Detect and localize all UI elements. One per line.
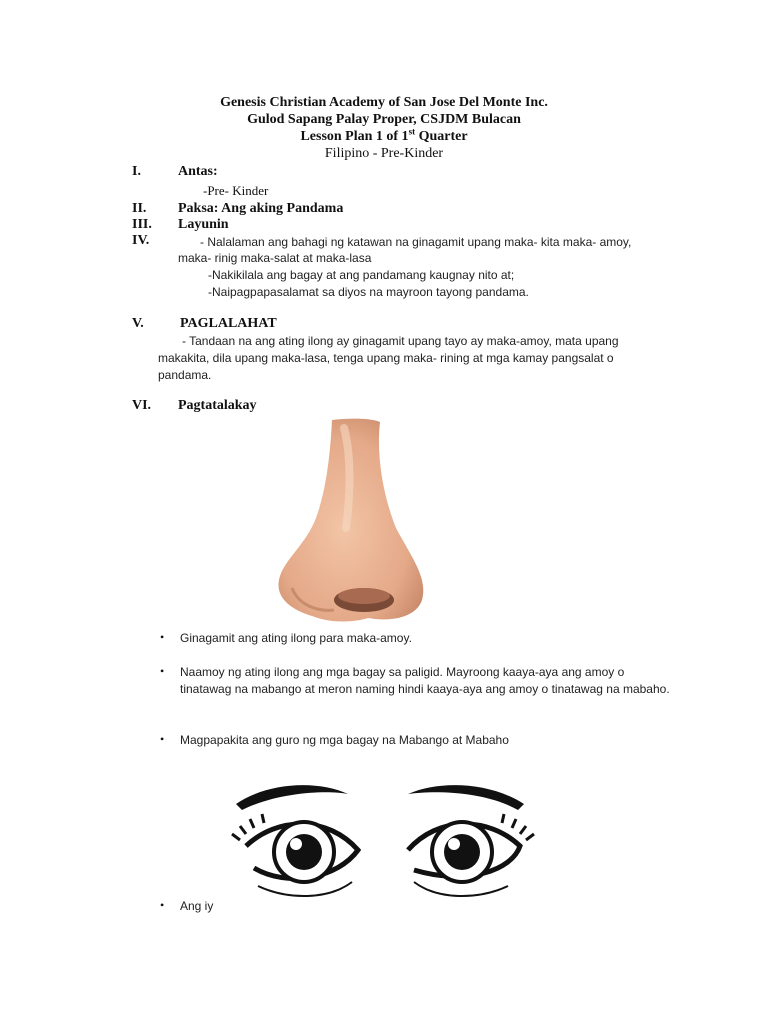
lesson-plan-title: Lesson Plan 1 of 1st Quarter	[300, 126, 468, 144]
section-4-line-4: -Naipagpapasalamat sa diyos na mayroon tayong pandama.	[208, 285, 529, 299]
section-5-line-2: makakita, dila upang maka-lasa, tenga upang maka- rining at mga kamay pangsalat o	[158, 351, 614, 365]
section-6-number: VI.	[132, 398, 152, 413]
section-3-number: III.	[132, 217, 152, 232]
section-3-title: Layunin	[178, 217, 229, 232]
section-6-title: Pagtatalakay	[178, 398, 257, 413]
section-1-title: Antas:	[178, 164, 218, 179]
bullet-text: Naamoy ng ating ilong ang mga bagay sa paligid. Mayroong kaaya-aya ang amoy o tinatawag na mabango at meron naming hindi kaaya-aya ang amoy o tinatawag na mabaho.	[180, 665, 670, 696]
section-5-title: PAGLALAHAT	[180, 316, 277, 331]
section-5-line-3: pandama.	[158, 368, 212, 382]
subject-line: Filipino - Pre-Kinder	[324, 146, 444, 161]
section-4-line-2: maka- rinig maka-salat at maka-lasa	[178, 251, 372, 265]
section-2-title: Paksa: Ang aking Pandama	[178, 201, 344, 216]
bullet-glyph: •	[160, 664, 165, 678]
section-4-number: IV.	[132, 233, 150, 248]
section-4-line-1: - Nalalaman ang bahagi ng katawan na ginagamit upang maka- kita maka- amoy,	[200, 235, 632, 249]
bullet-glyph: •	[160, 732, 165, 746]
section-1-body: -Pre- Kinder	[203, 183, 269, 198]
bullet-text: Ang iy	[180, 899, 214, 913]
section-5-number: V.	[132, 316, 144, 331]
school-name: Genesis Christian Academy of San Jose Del Monte Inc.	[220, 95, 548, 110]
bullet-text: Magpapakita ang guro ng mga bagay na Mabango at Mabaho	[180, 733, 509, 747]
nose-illustration	[272, 418, 432, 624]
bullet-glyph: •	[160, 630, 165, 644]
section-2-number: II.	[132, 201, 147, 216]
document-header	[0, 94, 768, 162]
section-1-number: I.	[132, 164, 141, 179]
bullet-text: Ginagamit ang ating ilong para maka-amoy.	[180, 631, 412, 645]
section-5-line-1: - Tandaan na ang ating ilong ay ginagamit upang tayo ay maka-amoy, mata upang	[182, 334, 619, 348]
bullet-glyph: •	[160, 898, 165, 912]
school-address: Gulod Sapang Palay Proper, CSJDM Bulacan	[247, 112, 521, 127]
section-4-line-3: -Nakikilala ang bagay at ang pandamang kaugnay nito at;	[208, 268, 515, 282]
eyes-illustration	[218, 760, 548, 960]
